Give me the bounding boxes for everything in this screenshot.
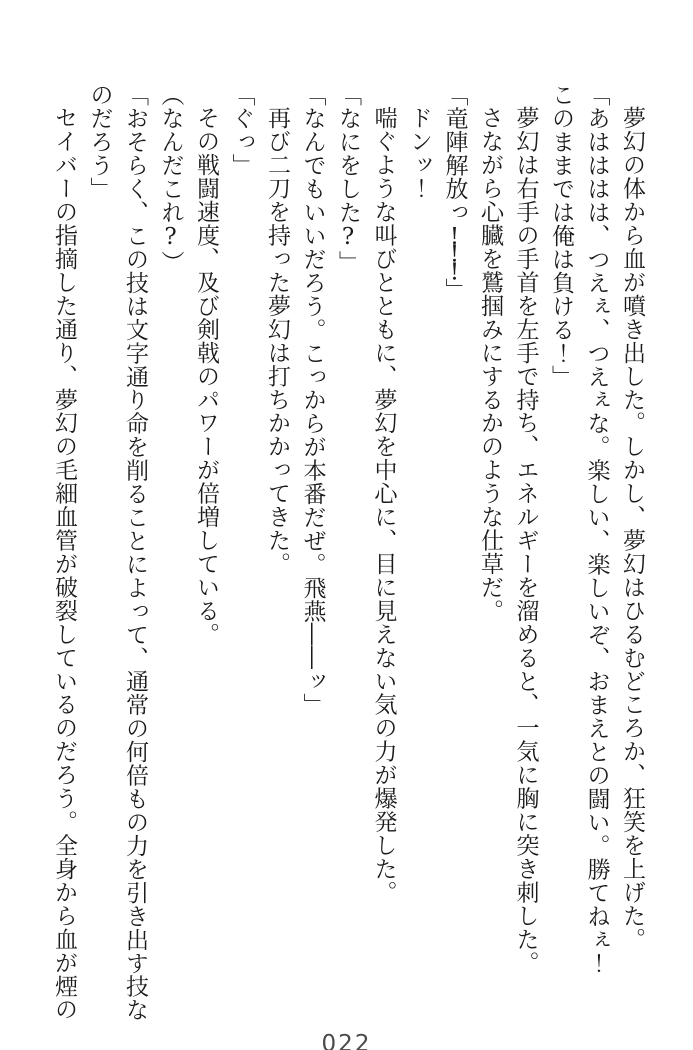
text-line: ドンッ！ <box>406 106 432 200</box>
text-line: 「おそらく、この技は文字通り命を削ることによって、通常の何倍もの力を引き出す技な <box>122 83 148 1022</box>
text-line: 「なにをした?」 <box>335 83 361 274</box>
text-line: セイバーの指摘した通り、夢幻の毛細血管が破裂しているのだろう。全身から血が煙の <box>51 106 77 1021</box>
upright-punctuation: ? <box>335 223 361 251</box>
text-line: （なんだこれ?） <box>157 83 184 274</box>
page-number: 022 <box>321 1031 372 1050</box>
text-line: 喘ぐような叫びとともに、夢幻を中心に、目に見えない気の力が爆発した。 <box>370 106 397 904</box>
upright-punctuation: ? <box>157 223 184 251</box>
text-line: のだろう」 <box>86 83 113 201</box>
text-line: 夢幻の体から血が噴き出した。しかし、夢幻はひるむどころか、狂笑を上げた。 <box>619 106 645 951</box>
text-line: 再び二刀を持った夢幻は打ちかかってきた。 <box>264 106 290 576</box>
text-line: 夢幻は右手の手首を左手で持ち、エネルギーを溜めると、一気に胸に突き刺した。 <box>512 106 539 975</box>
text-line: その戦闘速度、及び剣戟のパワーが倍増している。 <box>193 106 219 646</box>
text-line: さながら心臓を鷲掴みにするかのような仕草だ。 <box>477 106 503 623</box>
text-line: 「竜陣解放っ!!!」 <box>441 83 468 302</box>
text-line: 「ぐっ」 <box>228 83 255 177</box>
upright-punctuation: !!! <box>441 223 468 278</box>
text-line: このままでは俺は負ける！」 <box>548 83 574 388</box>
text-line: 「なんでもいいだろう。こっからが本番だぜ。飛燕――ッ」 <box>299 83 326 717</box>
text-block <box>46 83 650 1022</box>
text-line: 「あはははは、つえぇ、つえぇな。楽しい、楽しいぞ、おまえとの闘い。勝てねぇ！ <box>583 83 610 975</box>
